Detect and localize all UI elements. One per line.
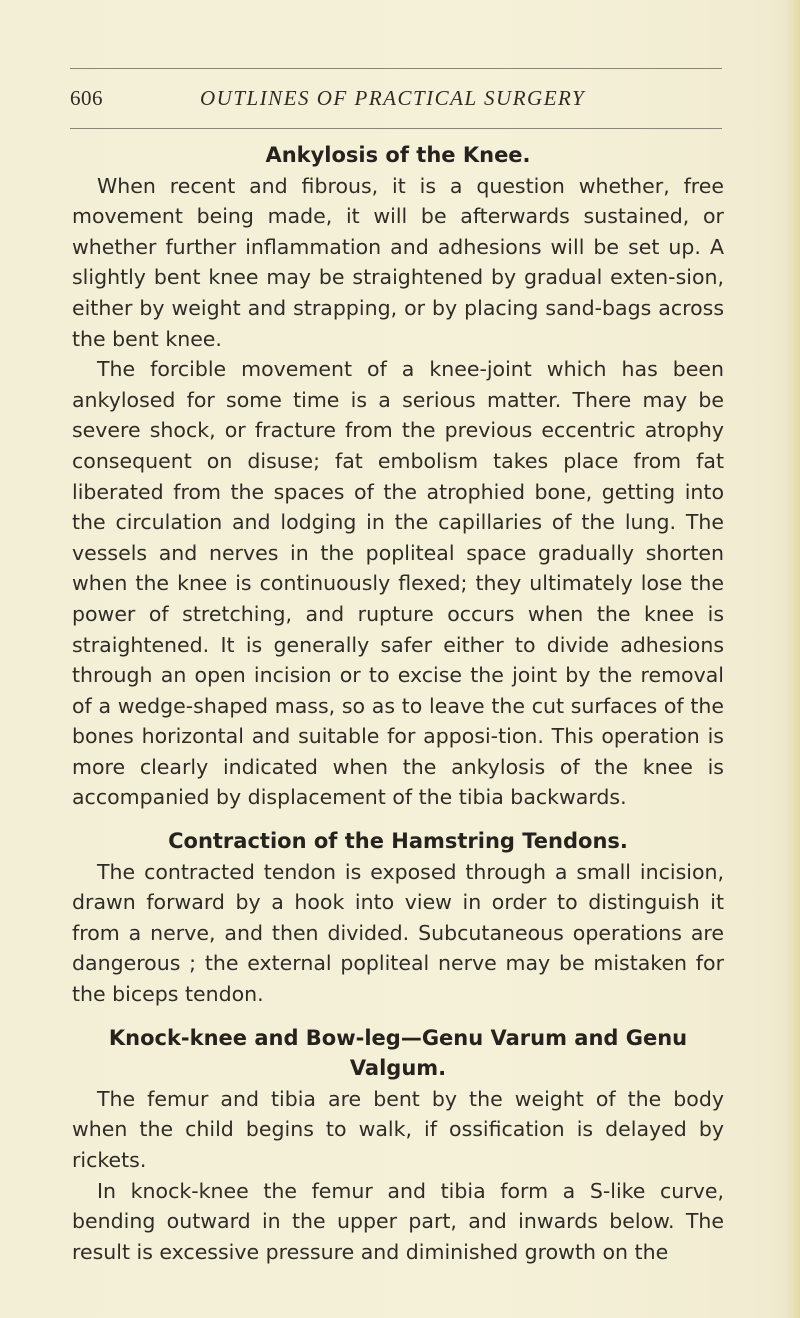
running-head [70,86,722,116]
paragraph: The forcible movement of a knee-joint which has been ankylosed for some time is a serious matter. There may be severe shock, or fracture from the previous eccentric atrophy consequent on disuse; fat embolism takes place from fat liberated from the spaces of the atrophied bone, getting into the circulation and lodging in the capillaries of the lung. The vessels and nerves in the popliteal space gradually shorten when the knee is continuously flexed; they ultimately lose the power of stretching, and rupture occurs when the knee is straightened. It is generally safer either to divide adhesions through an open incision or to excise the joint by the removal of a wedge-shaped mass, so as to leave the cut surfaces of the bones horizontal and suitable for apposi-tion. This operation is more clearly indicated when the ankylosis of the knee is accompanied by displacement of the tibia backwards. [72,357,724,810]
section-heading-ankylosis: Ankylosis of the Knee. [265,143,531,167]
running-title: OUTLINES OF PRACTICAL SURGERY [200,86,586,110]
paragraph: The femur and tibia are bent by the weight of the body when the child begins to walk, if ossification is delayed by rickets. [72,1086,724,1172]
section-heading-knock-knee: Knock-knee and Bow-leg—Genu Varum and Genu Valgum. [108,1025,688,1081]
header-rule-top [70,68,722,69]
paragraph: The contracted tendon is exposed through a small incision, drawn forward by a hook into view in order to distinguish it from a nerve, and then divided. Subcutaneous operations are dangerous ; the external popliteal nerve may be mistaken for the biceps tendon. [72,859,724,1007]
header-rule-bottom [70,128,722,129]
page-edge [786,0,800,1318]
paragraph: In knock-knee the femur and tibia form a S-like curve, bending outward in the upper part, and inwards below. The result is excessive pressure and diminished growth on the [72,1178,724,1264]
page-number: 606 [70,86,103,110]
page-body [72,140,724,1267]
paragraph: When recent and fibrous, it is a question whether, free movement being made, it will be afterwards sustained, or whether further inflammation and adhesions will be set up. A slightly bent knee may be straightened by gradual exten-sion, either by weight and strapping, or by placing sand-bags across the bent knee. [72,173,724,351]
section-heading-hamstring: Contraction of the Hamstring Tendons. [168,829,628,854]
